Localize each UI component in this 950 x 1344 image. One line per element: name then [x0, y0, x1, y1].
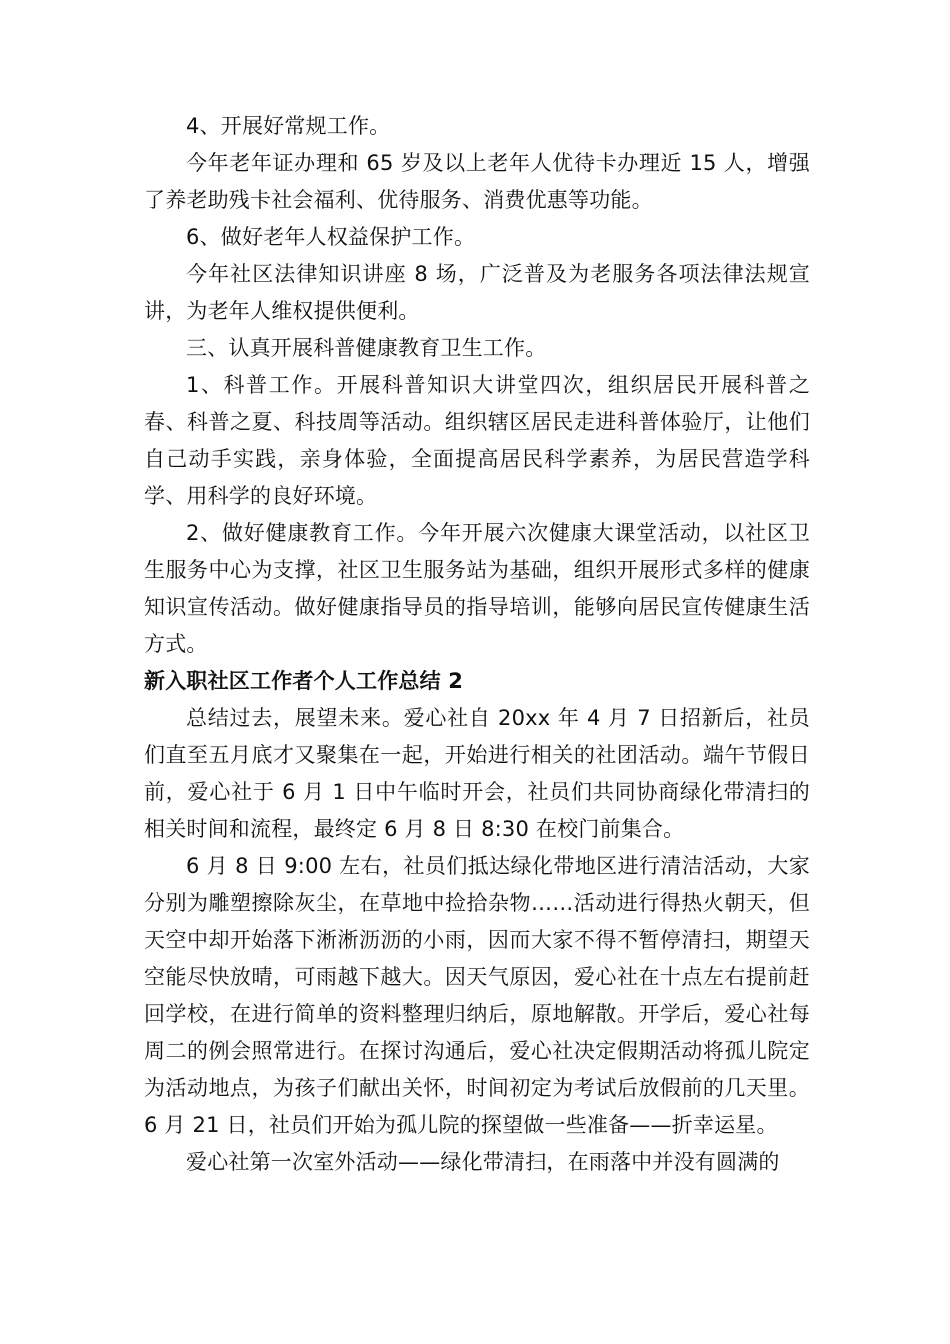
paragraph: 6、做好老年人权益保护工作。: [186, 225, 476, 249]
document-page: [144, 108, 810, 1181]
paragraph: 三、认真开展科普健康教育卫生工作。: [186, 336, 547, 360]
paragraph: 6 月 8 日 9:00 左右，社员们抵达绿化带地区进行清洁活动，大家分别为雕塑擦除灰尘，在草地中捡拾杂物……活动进行得热火朝天，但天空中却开始落下淅淅沥沥的小雨，因而大家不得不暂停清扫，期望天空能尽快放晴，可雨越下越大。因天气原因，爱心社在十点左右提前赶回学校，在进行简单的资料整理归纳后，原地解散。开学后，爱心社每周二的例会照常进行。在探讨沟通后，爱心社决定假期活动将孤儿院定为活动地点，为孩子们献出关怀，时间初定为考试后放假前的几天里。6 月 21 日，社员们开始为孤儿院的探望做一些准备——折幸运星。: [144, 854, 810, 1137]
section-title: 新入职社区工作者个人工作总结 2: [144, 669, 464, 693]
paragraph: 爱心社第一次室外活动——绿化带清扫，在雨落中并没有圆满的: [186, 1150, 780, 1174]
paragraph: 4、开展好常规工作。: [186, 114, 391, 138]
paragraph: 今年社区法律知识讲座 8 场，广泛普及为老服务各项法律法规宣讲，为老年人维权提供便利。: [144, 262, 810, 323]
paragraph: 总结过去，展望未来。爱心社自 20xx 年 4 月 7 日招新后，社员们直至五月底才又聚集在一起，开始进行相关的社团活动。端午节假日前，爱心社于 6 月 1 日中午临时开会，社员们共同协商绿化带清扫的相关时间和流程，最终定 6 月 8 日 8:30 在校门前集合。: [144, 706, 810, 841]
paragraph: 1、科普工作。开展科普知识大讲堂四次，组织居民开展科普之春、科普之夏、科技周等活动。组织辖区居民走进科普体验厅，让他们自己动手实践，亲身体验，全面提高居民科学素养，为居民营造学科学、用科学的良好环境。: [144, 373, 810, 508]
paragraph: 2、做好健康教育工作。今年开展六次健康大课堂活动，以社区卫生服务中心为支撑，社区卫生服务站为基础，组织开展形式多样的健康知识宣传活动。做好健康指导员的指导培训，能够向居民宣传健康生活方式。: [144, 521, 810, 656]
paragraph: 今年老年证办理和 65 岁及以上老年人优待卡办理近 15 人，增强了养老助残卡社会福利、优待服务、消费优惠等功能。: [144, 151, 810, 212]
